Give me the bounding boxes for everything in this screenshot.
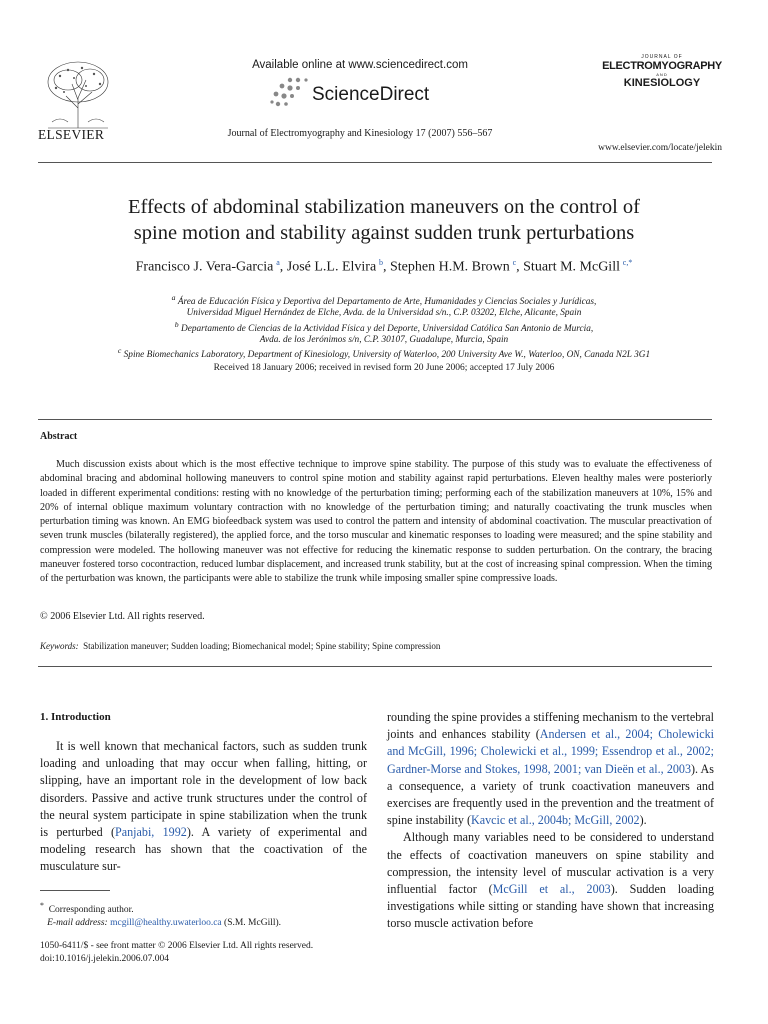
affil-marker: b bbox=[174, 320, 179, 329]
front-matter-info bbox=[40, 940, 370, 966]
left-column bbox=[40, 738, 367, 876]
abstract-body: Much discussion exists about which is the most effective technique to improve spine stability. The purpose of this study was to evaluate the effectiveness of abdominal bracing and abdominal hollowing maneuvers to control spine motion and stability against rapid perturbations. Eleven healthy males were posteriorly loaded in different experimental conditions: resting with no knowledge of the perturbation timing; performing each of the stabilization maneuvers at 10%, 15% and 20% of internal oblique maximum voluntary contraction with no knowledge of the perturbation timing; and naturally coactivating the trunk muscles when perturbation timing was known. An EMG biofeedback system was used to control the pattern and intensity of abdominal coactivation. The muscular preactivation of seven trunk muscles (bilaterally registered), the applied force, and the torso muscular and kinematic responses to loading were measured; and the spine stability and compression were modeled. The hollowing maneuver was not effective for reducing the kinematic response to sudden perturbation. On the contrary, the bracing maneuver fostered torso cocontraction, reduced lumbar displacement, and increased trunk stability, but at the cost of increasing spinal compression. When the timing of the perturbation was known, the participants were able to stabilize the trunk while imposing smaller spine compressive loads. bbox=[40, 459, 712, 585]
paragraph-text: rounding the spine provides a stiffening mechanism to the vertebral joints and enhances stability ( bbox=[387, 710, 714, 742]
paragraph-text: ). bbox=[639, 813, 647, 828]
journal-logo-line: JOURNAL OF bbox=[641, 54, 683, 60]
keywords-text: Stabilization maneuver; Sudden loading; Biomechanical model; Spine stability; Spine compression bbox=[83, 641, 441, 651]
journal-logo bbox=[602, 54, 722, 89]
abstract-rule bbox=[38, 419, 712, 420]
title-line: spine motion and stability against sudden trunk perturbations bbox=[133, 222, 635, 244]
paragraph-text: ). A variety of experimental and modeling research has shown that the coactivation of the musculature sur- bbox=[40, 825, 368, 874]
sciencedirect-dots-icon bbox=[268, 76, 308, 110]
affil-line: Universidad Miguel Hernández de Elche, Avda. de la Universidad s/n., C.P. 03202, Elche, Alicante, Spain bbox=[186, 308, 582, 319]
author-affil-link[interactable]: a bbox=[276, 258, 280, 267]
author-name: Stephen H.M. Brown bbox=[389, 259, 510, 275]
affil-line: Avda. de los Jerónimos s/n, C.P. 30107, Guadalupe, Murcia, Spain bbox=[259, 335, 509, 346]
keywords-label: Keywords: bbox=[40, 641, 79, 651]
intro-paragraph bbox=[40, 738, 367, 876]
footnote-rule bbox=[40, 890, 110, 891]
author-affil-link[interactable]: c bbox=[512, 258, 517, 267]
citation-link[interactable]: McGill et al., 2003 bbox=[492, 882, 611, 897]
abstract-copyright: © 2006 Elsevier Ltd. All rights reserved. bbox=[40, 611, 205, 622]
journal-logo-line: ELECTROMYOGRAPHY bbox=[602, 60, 722, 72]
author-affil-link[interactable]: c,* bbox=[622, 258, 633, 267]
sciencedirect-wordmark: ScienceDirect bbox=[312, 84, 430, 105]
publisher-name: ELSEVIER bbox=[38, 127, 105, 142]
affiliation-b bbox=[40, 319, 728, 346]
footnote-marker: * bbox=[40, 901, 44, 910]
paragraph-text: ). Sudden loading investigations while sitting or standing have shown that increasing torso muscle activation before bbox=[387, 882, 714, 931]
citation-link[interactable]: Panjabi, 1992 bbox=[115, 825, 187, 840]
affil-line: Departamento de Ciencias de la Actividad Física y del Deporte, Universidad Católica San Antonio de Murcia, bbox=[181, 324, 594, 335]
author-affil-link[interactable]: b bbox=[378, 258, 383, 267]
email-link[interactable]: mcgill@healthy.uwaterloo.ca bbox=[110, 918, 222, 929]
affiliation-c bbox=[40, 345, 728, 361]
paper-title bbox=[60, 194, 708, 246]
footnote-text: Corresponding author. bbox=[48, 905, 134, 916]
received-dates: Received 18 January 2006; received in revised form 20 June 2006; accepted 17 July 2006 bbox=[213, 363, 555, 373]
paragraph-text: Although many variables need to be considered to understand the effects of coactivation maneuvers on spine stability and compression, the intensity level of muscular activation is a very influential factor ( bbox=[387, 830, 714, 897]
abstract-heading: Abstract bbox=[40, 431, 78, 442]
elsevier-tree-logo bbox=[38, 58, 118, 130]
affiliation-a bbox=[40, 292, 728, 319]
available-online-text: Available online at www.sciencedirect.com bbox=[252, 59, 468, 71]
intro-paragraph bbox=[387, 829, 714, 932]
paragraph-text: ). As a consequence, a variety of trunk coactivation maneuvers and exercises are frequently used in the prevention and the treatment of spine instability ( bbox=[387, 761, 714, 828]
section-heading-introduction: 1. Introduction bbox=[40, 711, 111, 723]
citation-link[interactable]: Andersen et al., 2004; Cholewicki and McGill, 1996; Cholewicki et al., 1999; Essendrop et al., 2002; Gardner-Morse and Stokes, 1998, 2001; van Dieën et al., 2003 bbox=[387, 727, 714, 776]
affil-line: Spine Biomechanics Laboratory, Department of Kinesiology, University of Waterloo, 200 University Ave W., Waterloo, ON, Canada N2L 3G1 bbox=[123, 350, 651, 361]
doi-line: doi:10.1016/j.jelekin.2006.07.004 bbox=[40, 954, 170, 964]
journal-url[interactable]: www.elsevier.com/locate/jelekin bbox=[598, 143, 722, 153]
citation-link[interactable]: Kavcic et al., 2004b; McGill, 2002 bbox=[470, 813, 640, 828]
journal-logo-line: AND bbox=[656, 72, 668, 77]
keywords bbox=[40, 641, 712, 651]
journal-citation: Journal of Electromyography and Kinesiology 17 (2007) 556–567 bbox=[227, 128, 493, 139]
issn-line: 1050-6411/$ - see front matter © 2006 Elsevier Ltd. All rights reserved. bbox=[40, 941, 314, 951]
affil-line: Área de Educación Física y Deportiva del Departamento de Arte, Humanidades y Ciencias Sociales y Jurídicas, bbox=[177, 297, 597, 308]
author-list: Francisco J. Vera-Garcia $^a$, José L.L. Elvira $^b$, Stephen H.M. Brown $^c$, Stuart M. McGill $^{c,*}$ bbox=[135, 258, 633, 275]
paragraph-text: It is well known that mechanical factors, such as sudden trunk loading and unloading that may occur when falling, hitting, or slipping, have an important role in the development of low back disorders. Passive and active trunk structures under the control of the neural system participate in spine stabilization when the trunk is perturbed ( bbox=[40, 739, 367, 840]
right-column bbox=[387, 709, 714, 933]
author-name: Francisco J. Vera-Garcia bbox=[135, 259, 274, 275]
email-label: E-mail address: bbox=[47, 918, 108, 929]
affil-marker: c bbox=[117, 346, 122, 355]
affil-marker: a bbox=[171, 293, 176, 302]
email-suffix: (S.M. McGill). bbox=[224, 918, 282, 929]
keywords-rule bbox=[38, 666, 712, 667]
journal-logo-line: KINESIOLOGY bbox=[623, 77, 701, 89]
title-line: Effects of abdominal stabilization maneuvers on the control of bbox=[128, 196, 640, 218]
header-rule bbox=[38, 162, 712, 163]
author-name: Stuart M. McGill bbox=[523, 259, 620, 275]
author-name: José L.L. Elvira bbox=[286, 259, 377, 275]
intro-paragraph bbox=[387, 709, 714, 829]
footnote bbox=[40, 899, 370, 930]
